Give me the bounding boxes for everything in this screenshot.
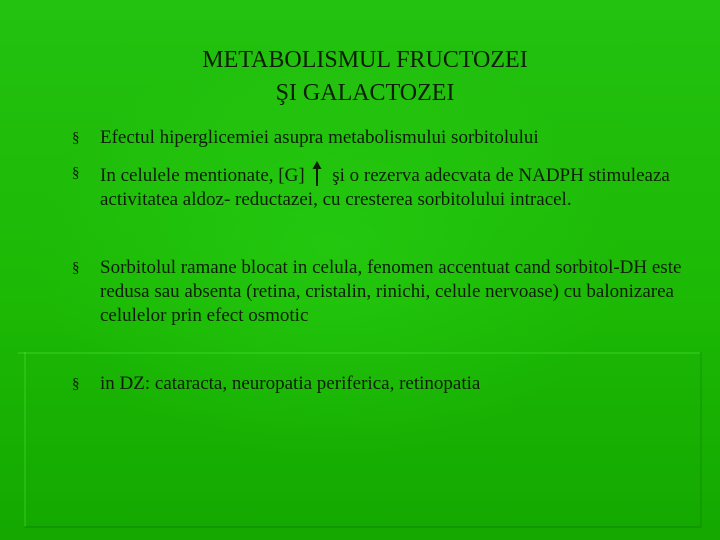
bullet-text-after-arrow: şi o rezerva adecvata de NADPH stimuleaza activitatea aldoz- reductazei, cu cresterea sorbitolului intracel. (100, 165, 670, 210)
bullet-text: Sorbitolul ramane blocat in celula, fenomen accentuat cand sorbitol-DH este redusa sau absenta (retina, cristalin, rinichi, celule nervoase) cu balonizarea celulelor prin efect osmotic (100, 257, 682, 326)
bullet-marker-icon: § (72, 260, 80, 276)
bullet-text-before-arrow: In celulele mentionate, [G] (100, 165, 305, 186)
bullet-list (72, 126, 692, 396)
bullet-text: Efectul hiperglicemiei asupra metabolismului sorbitolului (100, 127, 539, 148)
slide-title-line-1: METABOLISMUL FRUCTOZEI (202, 47, 528, 73)
slide-title-line-2: ŞI GALACTOZEI (275, 80, 455, 106)
background-panel-bottom-edge (24, 526, 700, 528)
up-arrow-icon (311, 161, 323, 187)
background-panel-right-edge (700, 352, 702, 528)
slide-title (0, 44, 720, 110)
bullet-item-3 (72, 256, 692, 328)
bullet-marker-icon: § (72, 376, 80, 392)
bullet-marker-icon: § (72, 130, 80, 146)
bullet-text: in DZ: cataracta, neuropatia periferica, retinopatia (100, 373, 481, 394)
bullet-item-4 (72, 372, 692, 396)
background-panel-left-edge (24, 352, 26, 527)
bullet-item-2 (72, 161, 692, 212)
bullet-item-1 (72, 126, 692, 150)
bullet-marker-icon: § (72, 165, 80, 181)
